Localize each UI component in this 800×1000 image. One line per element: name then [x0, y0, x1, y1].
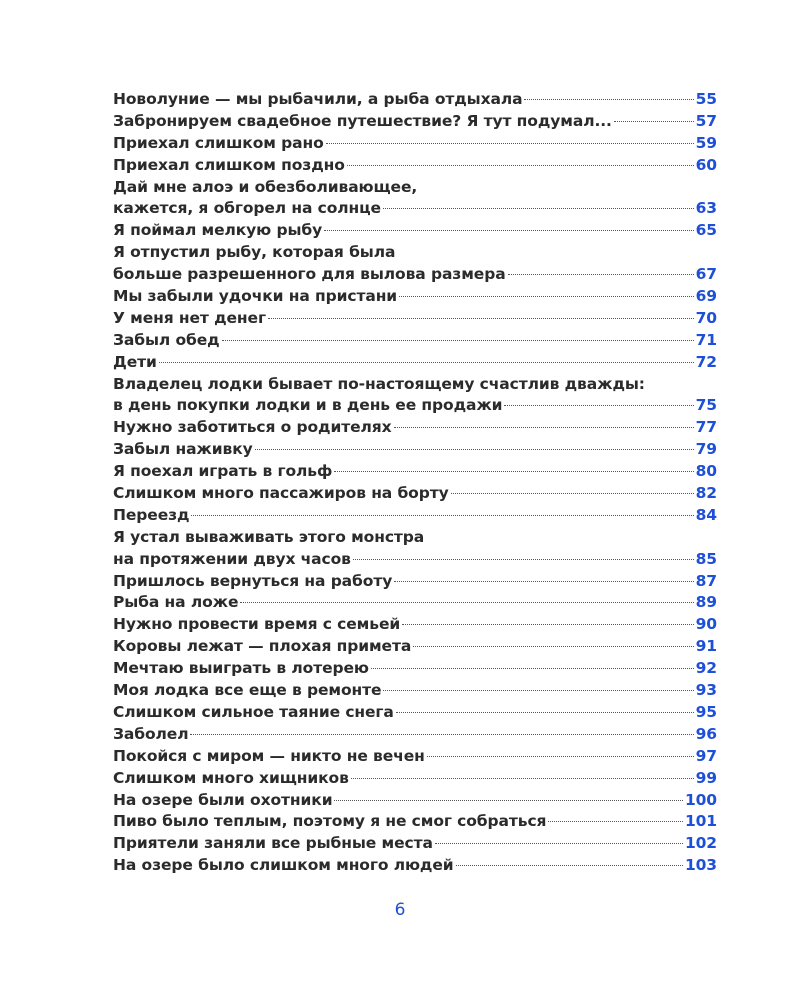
dot-leader [371, 668, 694, 669]
dot-leader [324, 230, 694, 231]
toc-entry[interactable] [113, 111, 717, 133]
toc-page-number[interactable]: 85 [695, 549, 717, 568]
toc-entry-title: Пришлось вернуться на работу [113, 571, 393, 590]
toc-page-number[interactable]: 84 [695, 505, 717, 524]
toc-entry-row [113, 592, 717, 614]
dot-leader [334, 800, 682, 801]
dot-leader [334, 471, 693, 472]
toc-entry-title: На озере было слишком много людей [113, 856, 454, 875]
page-number-footer: 6 [394, 900, 406, 920]
toc-entry-title: Переезд [113, 505, 190, 524]
toc-entry-title: Приехал слишком поздно [113, 155, 345, 174]
toc-entry-title: Нужно заботиться о родителях [113, 418, 392, 437]
toc-entry[interactable] [113, 571, 717, 593]
toc-entry-row [113, 111, 717, 133]
toc-entry[interactable] [113, 308, 717, 330]
toc-entry-title: Мечтаю выиграть в лотерею [113, 659, 369, 678]
toc-page-number[interactable]: 95 [695, 702, 717, 721]
toc-entry-title: Забыл наживку [113, 440, 253, 459]
toc-entry[interactable] [113, 658, 717, 680]
toc-entry-title: Приятели заняли все рыбные места [113, 834, 433, 853]
toc-entry-row [113, 133, 717, 155]
toc-entry-row [113, 461, 717, 483]
toc-entry-title: У меня нет денег [113, 308, 266, 327]
dot-leader [191, 515, 693, 516]
dot-leader [255, 449, 694, 450]
toc-page-number[interactable]: 67 [695, 265, 717, 284]
toc-entry-title: Новолуние — мы рыбачили, а рыба отдыхала [113, 90, 523, 108]
toc-entry-row [113, 833, 717, 855]
dot-leader [190, 734, 693, 735]
toc-entry[interactable] [113, 439, 717, 461]
toc-entry[interactable] [113, 811, 717, 833]
toc-entry-row [113, 746, 717, 768]
toc-entry[interactable] [113, 461, 717, 483]
toc-entry-title: Слишком много пассажиров на борту [113, 484, 449, 503]
toc-entry-row [113, 89, 717, 111]
toc-page-number[interactable]: 70 [695, 308, 717, 327]
toc-page-number[interactable]: 101 [684, 812, 717, 831]
toc-page-number[interactable]: 75 [695, 396, 717, 415]
toc-page-number[interactable]: 77 [695, 418, 717, 437]
toc-entry-title: Я поехал играть в гольф [113, 462, 333, 481]
toc-entry-row [113, 330, 717, 352]
toc-page-number[interactable]: 96 [695, 724, 717, 743]
dot-leader [353, 559, 694, 560]
toc-entry[interactable] [113, 702, 717, 724]
toc-entry-title-line: Дай мне алоэ и обезболивающее, [113, 177, 418, 196]
toc-entry-row [113, 790, 717, 812]
toc-entry-row [113, 483, 717, 505]
dot-leader [435, 843, 683, 844]
toc-page-number[interactable]: 55 [695, 90, 717, 108]
dot-leader [159, 362, 694, 363]
toc-entry-row [113, 614, 717, 636]
dot-leader [402, 624, 694, 625]
toc-entry-row [113, 264, 717, 286]
dot-leader [399, 296, 694, 297]
dot-leader [383, 208, 694, 209]
toc-page-number[interactable]: 80 [695, 462, 717, 481]
toc-page-number[interactable]: 93 [695, 681, 717, 700]
toc-entry-row [113, 352, 717, 374]
toc-entry-title: Нужно провести время с семьей [113, 615, 401, 634]
toc-entry[interactable] [113, 133, 717, 155]
toc-entry[interactable] [113, 352, 717, 374]
toc-entry-row [113, 571, 717, 593]
toc-entry[interactable] [113, 833, 717, 855]
toc-page-number[interactable]: 90 [695, 615, 717, 634]
toc-entry-row [113, 680, 717, 702]
toc-page-number[interactable]: 99 [695, 768, 717, 787]
toc-entry-title: Рыба на ложе [113, 593, 239, 612]
toc-entry-row [113, 395, 717, 417]
toc-page-number[interactable]: 65 [695, 221, 717, 240]
toc-page-number[interactable]: 82 [695, 484, 717, 503]
toc-entry-title: Я поймал мелкую рыбу [113, 221, 323, 240]
toc-entry-title: на протяжении двух часов [113, 549, 351, 568]
toc-entry-title: Приехал слишком рано [113, 133, 324, 152]
toc-page-number[interactable]: 72 [695, 352, 717, 371]
dot-leader [524, 99, 693, 100]
toc-entry-row [113, 417, 717, 439]
toc-entry[interactable] [113, 330, 717, 352]
toc-entry-title-line: Владелец лодки бывает по-настоящему счастлив дважды: [113, 374, 645, 393]
toc-entry[interactable] [113, 527, 717, 571]
toc-entry-row [113, 308, 717, 330]
dot-leader [504, 405, 693, 406]
toc-entry-row [113, 855, 717, 877]
toc-entry[interactable] [113, 483, 717, 505]
toc-entry-title: Покойся с миром — никто не вечен [113, 746, 425, 765]
toc-entry[interactable] [113, 242, 717, 286]
toc-entry-title: Слишком много хищников [113, 768, 349, 787]
toc-entry-title: кажется, я обгорел на солнце [113, 199, 381, 218]
toc-entry-row [113, 724, 717, 746]
toc-entry-title-line: Я отпустил рыбу, которая была [113, 243, 396, 262]
toc-entry-row [113, 702, 717, 724]
toc-page-number[interactable]: 92 [695, 659, 717, 678]
toc-entry[interactable] [113, 680, 717, 702]
toc-page-number[interactable]: 91 [695, 637, 717, 656]
toc-entry[interactable] [113, 746, 717, 768]
dot-leader [394, 427, 694, 428]
toc-entry[interactable] [113, 286, 717, 308]
toc-page-number[interactable]: 97 [695, 746, 717, 765]
dot-leader [351, 778, 694, 779]
dot-leader [614, 121, 694, 122]
toc-entry-title: Мы забыли удочки на пристани [113, 287, 398, 306]
toc-entry[interactable] [113, 855, 717, 877]
toc-entry-title: На озере были охотники [113, 790, 333, 809]
dot-leader [548, 821, 683, 822]
dot-leader [222, 340, 694, 341]
toc-page-number[interactable]: 57 [695, 111, 717, 130]
toc-page-number[interactable]: 103 [684, 856, 717, 875]
dot-leader [326, 143, 694, 144]
toc-entry[interactable] [113, 592, 717, 614]
dot-leader [240, 602, 693, 603]
toc-entry[interactable] [113, 220, 717, 242]
toc-entry[interactable] [113, 636, 717, 658]
toc-entry[interactable] [113, 374, 717, 418]
toc-entry-title: Моя лодка все еще в ремонте [113, 681, 382, 700]
toc-entry-row [113, 768, 717, 790]
table-of-contents [113, 89, 717, 877]
toc-entry-row [113, 658, 717, 680]
toc-entry-row [113, 198, 717, 220]
toc-entry-row [113, 286, 717, 308]
toc-entry-row [113, 155, 717, 177]
dot-leader [394, 581, 693, 582]
toc-entry[interactable] [113, 768, 717, 790]
toc-entry[interactable] [113, 724, 717, 746]
toc-entry[interactable] [113, 417, 717, 439]
dot-leader [451, 493, 694, 494]
dot-leader [347, 165, 694, 166]
toc-page-number[interactable]: 79 [695, 440, 717, 459]
dot-leader [396, 712, 694, 713]
toc-page-number[interactable]: 63 [695, 199, 717, 218]
toc-entry[interactable] [113, 155, 717, 177]
toc-entry-title: Забронируем свадебное путешествие? Я тут подумал... [113, 111, 612, 130]
toc-page-number[interactable]: 69 [695, 287, 717, 306]
toc-page-number[interactable]: 100 [684, 790, 717, 809]
dot-leader [413, 646, 693, 647]
dot-leader [508, 274, 694, 275]
toc-page-number[interactable]: 60 [695, 155, 717, 174]
toc-entry-title: Слишком сильное таяние снега [113, 702, 394, 721]
toc-entry-title: в день покупки лодки и в день ее продажи [113, 396, 503, 415]
toc-entry-row [113, 549, 717, 571]
toc-entry-title: больше разрешенного для вылова размера [113, 265, 506, 284]
toc-entry-row [113, 811, 717, 833]
toc-entry-title-line: Я устал вываживать этого монстра [113, 527, 425, 546]
toc-entry[interactable] [113, 614, 717, 636]
toc-page-number[interactable]: 87 [695, 571, 717, 590]
dot-leader [268, 318, 694, 319]
toc-entry-title: Коровы лежат — плохая примета [113, 637, 412, 656]
toc-page-number[interactable]: 102 [684, 834, 717, 853]
toc-entry[interactable] [113, 177, 717, 221]
toc-entry[interactable] [113, 790, 717, 812]
dot-leader [383, 690, 693, 691]
toc-entry-title: Пиво было теплым, поэтому я не смог собраться [113, 812, 547, 831]
toc-entry-row [113, 439, 717, 461]
toc-entry-row [113, 220, 717, 242]
toc-page-number[interactable]: 71 [695, 330, 717, 349]
toc-entry[interactable] [113, 505, 717, 527]
toc-entry-title: Забыл обед [113, 330, 220, 349]
dot-leader [427, 756, 694, 757]
toc-entry-row [113, 505, 717, 527]
toc-entry-row [113, 636, 717, 658]
toc-entry-title: Дети [113, 352, 157, 371]
toc-page-number[interactable]: 89 [695, 593, 717, 612]
dot-leader [456, 865, 683, 866]
toc-page-number[interactable]: 59 [695, 133, 717, 152]
toc-entry[interactable] [113, 89, 717, 111]
toc-entry-title: Заболел [113, 724, 189, 743]
